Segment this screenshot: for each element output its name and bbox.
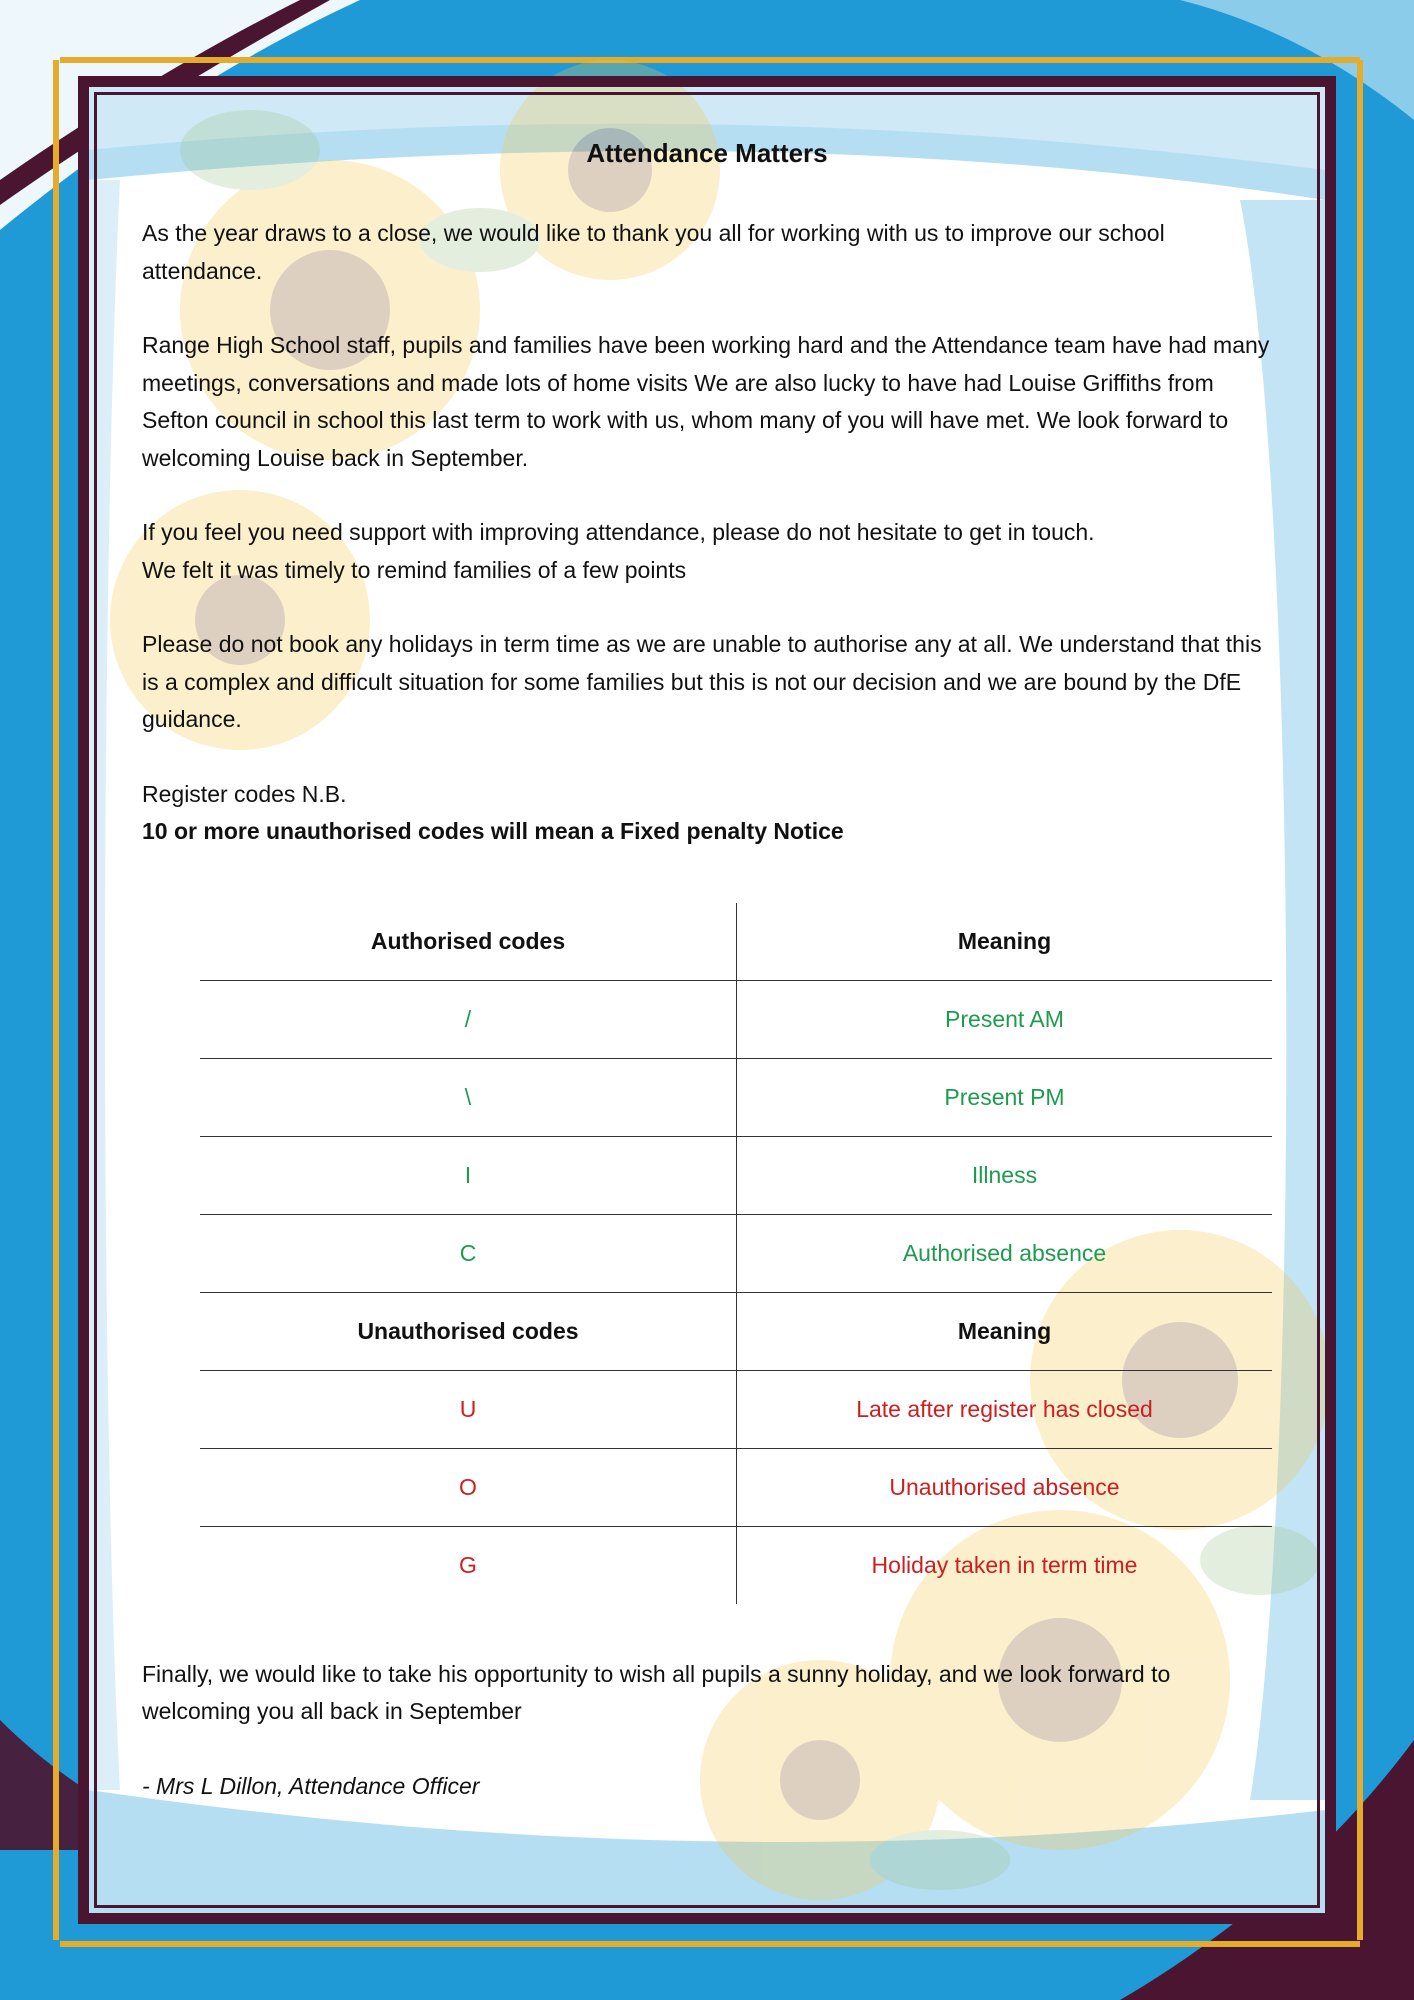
table-row — [200, 1214, 1272, 1292]
unauthorised-codes-header: Unauthorised codes — [200, 1292, 737, 1370]
register-codes-table — [200, 903, 1272, 1604]
table-row — [200, 1526, 1272, 1604]
closing-paragraph: Finally, we would like to take his opportunity to wish all pupils a sunny holiday, and we look forward to welcoming you all back in September — [142, 1660, 1171, 1724]
meaning-cell: Unauthorised absence — [737, 1448, 1273, 1526]
page-title: Attendance Matters — [586, 138, 828, 168]
table-row — [200, 1370, 1272, 1448]
table-row — [200, 1292, 1272, 1370]
table-row — [200, 980, 1272, 1058]
table-row — [200, 1136, 1272, 1214]
code-cell: \ — [200, 1058, 737, 1136]
meaning-cell: Present AM — [737, 980, 1273, 1058]
reminder-paragraph: We felt it was timely to remind families of a few points — [142, 556, 687, 583]
table-row — [200, 1448, 1272, 1526]
code-cell: I — [200, 1136, 737, 1214]
signature: - Mrs L Dillon, Attendance Officer — [142, 1772, 480, 1799]
code-cell: O — [200, 1448, 737, 1526]
codes-intro: Register codes N.B. — [142, 780, 347, 807]
support-paragraph: If you feel you need support with improving attendance, please do not hesitate to get in touch. — [142, 519, 1095, 545]
holidays-paragraph: Please do not book any holidays in term time as we are unable to authorise any at all. We understand that this is a complex and difficult situation for some families but this is not our decision and we are bound by the DfE guidance. — [142, 631, 1262, 732]
meaning-header: Meaning — [737, 903, 1273, 981]
meaning-cell: Illness — [737, 1136, 1273, 1214]
meaning-cell: Late after register has closed — [737, 1370, 1273, 1448]
code-cell: / — [200, 980, 737, 1058]
table-row — [200, 1058, 1272, 1136]
authorised-codes-header: Authorised codes — [200, 903, 737, 981]
code-cell: U — [200, 1370, 737, 1448]
meaning-cell: Present PM — [737, 1058, 1273, 1136]
meaning-cell: Holiday taken in term time — [871, 1551, 1138, 1578]
table-row — [200, 903, 1272, 981]
intro-paragraph: As the year draws to a close, we would like to thank you all for working with us to improve our school attendance. — [142, 220, 1165, 284]
meaning-header: Meaning — [737, 1292, 1273, 1370]
penalty-warning: 10 or more unauthorised codes will mean a Fixed penalty Notice — [142, 818, 844, 844]
code-cell: G — [200, 1526, 737, 1604]
letter-content — [142, 138, 1272, 1842]
team-paragraph: Range High School staff, pupils and families have been working hard and the Attendance team have had many meetings, conversations and made lots of home visits We are also lucky to have had Louise Griffiths from Sefton council in school this last term to work with us, whom many of you will have met. We look forward to welcoming Louise back in September. — [142, 332, 1270, 471]
meaning-cell: Authorised absence — [737, 1214, 1273, 1292]
code-cell: C — [200, 1214, 737, 1292]
